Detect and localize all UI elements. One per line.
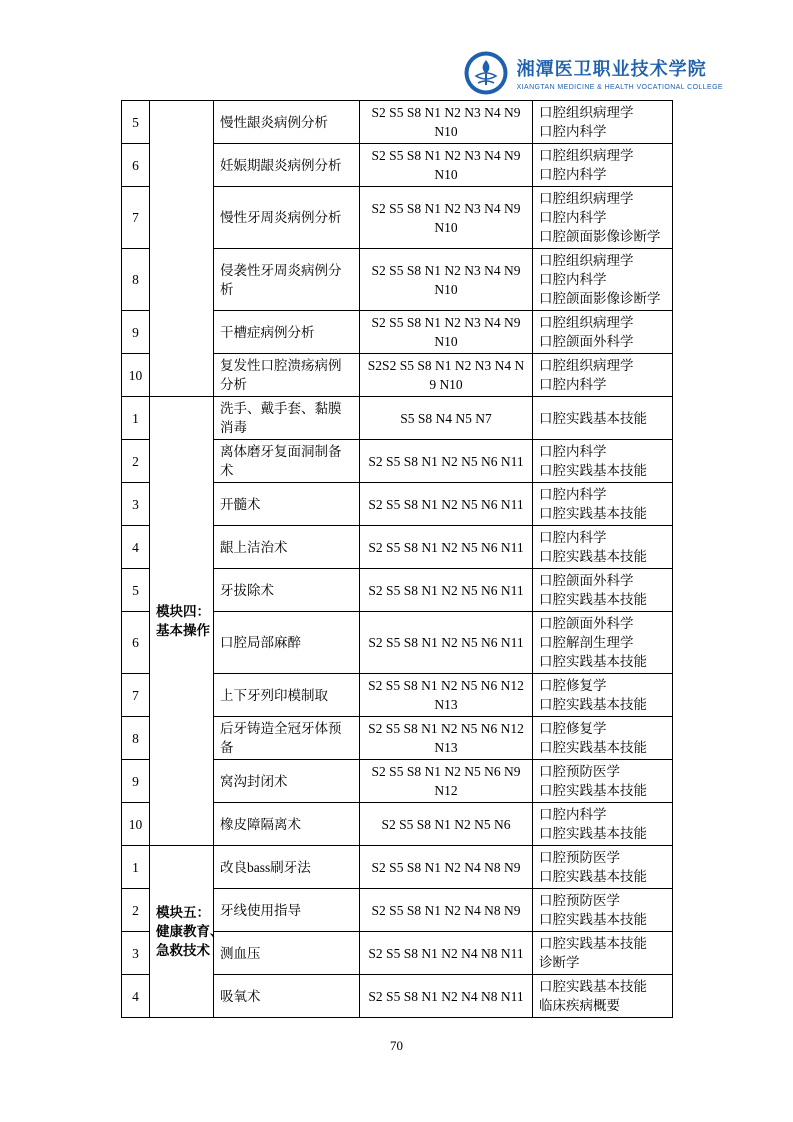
related-courses [533, 397, 673, 440]
course-line: 口腔预防医学 [539, 764, 620, 779]
related-courses [533, 932, 673, 975]
college-name-zh: 湘潭医卫职业技术学院 [516, 59, 707, 80]
related-courses [533, 526, 673, 569]
skill-name: 慢性龈炎病例分析 [214, 101, 360, 144]
related-courses [533, 846, 673, 889]
skill-name: 窝沟封闭术 [214, 760, 360, 803]
skill-name: 慢性牙周炎病例分析 [214, 187, 360, 249]
skill-name: 洗手、戴手套、黏膜消毒 [214, 397, 360, 440]
row-number: 6 [122, 144, 150, 187]
skill-name: 改良bass刷牙法 [214, 846, 360, 889]
course-line: 口腔颌面影像诊断学 [539, 229, 661, 244]
skill-name: 橡皮障隔离术 [214, 803, 360, 846]
row-number: 1 [122, 846, 150, 889]
related-courses [533, 311, 673, 354]
related-courses [533, 803, 673, 846]
row-number: 8 [122, 717, 150, 760]
course-line: 口腔内科学 [539, 377, 607, 392]
related-courses [533, 187, 673, 249]
related-courses [533, 483, 673, 526]
course-line: 口腔组织病理学 [539, 315, 634, 330]
college-logo-text [517, 55, 723, 91]
course-line: 口腔实践基本技能 [539, 654, 647, 669]
course-line: 口腔预防医学 [539, 893, 620, 908]
course-line: 口腔实践基本技能 [539, 869, 647, 884]
skill-name: 口腔局部麻醉 [214, 612, 360, 674]
row-number: 5 [122, 101, 150, 144]
course-line: 口腔内科学 [539, 807, 607, 822]
course-line: 口腔实践基本技能 [539, 740, 647, 755]
related-courses [533, 249, 673, 311]
related-courses [533, 144, 673, 187]
module-label [150, 397, 214, 846]
related-courses [533, 354, 673, 397]
row-number: 4 [122, 975, 150, 1018]
skill-name: 牙拔除术 [214, 569, 360, 612]
course-line: 口腔内科学 [539, 487, 607, 502]
row-number: 9 [122, 760, 150, 803]
competency-codes: S2 S5 S8 N1 N2 N5 N6 N12 N13 [360, 674, 533, 717]
college-logo [463, 50, 723, 96]
module-label [150, 101, 214, 397]
row-number: 7 [122, 674, 150, 717]
skill-name: 复发性口腔溃疡病例分析 [214, 354, 360, 397]
competency-codes: S2 S5 S8 N1 N2 N4 N8 N11 [360, 975, 533, 1018]
competency-codes: S2 S5 S8 N1 N2 N5 N6 [360, 803, 533, 846]
course-line: 口腔组织病理学 [539, 358, 634, 373]
related-courses [533, 760, 673, 803]
course-line: 口腔内科学 [539, 272, 607, 287]
course-line: 口腔内科学 [539, 530, 607, 545]
skill-name: 龈上洁治术 [214, 526, 360, 569]
course-line: 口腔组织病理学 [539, 105, 634, 120]
related-courses [533, 101, 673, 144]
competency-codes: S2 S5 S8 N1 N2 N3 N4 N9 N10 [360, 249, 533, 311]
skill-name: 测血压 [214, 932, 360, 975]
row-number: 10 [122, 354, 150, 397]
course-line: 口腔实践基本技能 [539, 506, 647, 521]
skill-name: 开髓术 [214, 483, 360, 526]
row-number: 8 [122, 249, 150, 311]
competency-codes: S2 S5 S8 N1 N2 N5 N6 N12 N13 [360, 717, 533, 760]
competency-codes: S5 S8 N4 N5 N7 [360, 397, 533, 440]
course-line: 口腔颌面外科学 [539, 616, 634, 631]
row-number: 3 [122, 932, 150, 975]
skill-name: 牙线使用指导 [214, 889, 360, 932]
row-number: 1 [122, 397, 150, 440]
row-number: 9 [122, 311, 150, 354]
related-courses [533, 612, 673, 674]
row-number: 7 [122, 187, 150, 249]
row-number: 4 [122, 526, 150, 569]
course-line: 口腔实践基本技能 [539, 463, 647, 478]
skill-name: 离体磨牙复面洞制备术 [214, 440, 360, 483]
competency-codes: S2 S5 S8 N1 N2 N5 N6 N11 [360, 483, 533, 526]
competency-codes: S2 S5 S8 N1 N2 N3 N4 N9 N10 [360, 101, 533, 144]
competency-codes: S2 S5 S8 N1 N2 N4 N8 N9 [360, 889, 533, 932]
module-label-line: 模块五： [156, 905, 210, 920]
related-courses [533, 440, 673, 483]
course-line: 口腔内科学 [539, 444, 607, 459]
competency-codes: S2 S5 S8 N1 N2 N3 N4 N9 N10 [360, 144, 533, 187]
college-name-en: XIANGTAN MEDICINE & HEALTH VOCATIONAL COLLEGE [516, 84, 723, 91]
table-row [122, 846, 673, 889]
course-line: 口腔实践基本技能 [539, 549, 647, 564]
college-emblem-icon [463, 50, 509, 96]
competency-codes: S2 S5 S8 N1 N2 N4 N8 N9 [360, 846, 533, 889]
course-line: 临床疾病概要 [539, 998, 620, 1013]
course-line: 口腔解剖生理学 [539, 635, 634, 650]
skill-name: 妊娠期龈炎病例分析 [214, 144, 360, 187]
related-courses [533, 674, 673, 717]
course-line: 口腔修复学 [539, 721, 607, 736]
module-label-line: 健康教育、 [156, 924, 224, 939]
course-line: 口腔实践基本技能 [539, 410, 647, 426]
related-courses [533, 889, 673, 932]
skill-name: 上下牙列印模制取 [214, 674, 360, 717]
course-line: 口腔实践基本技能 [539, 826, 647, 841]
competency-codes: S2 S5 S8 N1 N2 N3 N4 N9 N10 [360, 187, 533, 249]
course-line: 口腔内科学 [539, 167, 607, 182]
course-line: 口腔实践基本技能 [539, 592, 647, 607]
row-number: 2 [122, 889, 150, 932]
table-row [122, 101, 673, 144]
course-line: 口腔颌面外科学 [539, 334, 634, 349]
related-courses [533, 717, 673, 760]
skill-name: 吸氧术 [214, 975, 360, 1018]
competency-codes: S2 S5 S8 N1 N2 N5 N6 N11 [360, 440, 533, 483]
table-row [122, 397, 673, 440]
competency-codes: S2S2 S5 S8 N1 N2 N3 N4 N9 N10 [360, 354, 533, 397]
course-line: 口腔实践基本技能 [539, 783, 647, 798]
course-line: 口腔实践基本技能 [539, 979, 647, 994]
competency-codes: S2 S5 S8 N1 N2 N4 N8 N11 [360, 932, 533, 975]
page-number: 70 [390, 1038, 403, 1053]
course-line: 口腔修复学 [539, 678, 607, 693]
course-line: 口腔颌面影像诊断学 [539, 291, 661, 306]
course-line: 诊断学 [539, 955, 580, 970]
course-line: 口腔实践基本技能 [539, 697, 647, 712]
curriculum-table [121, 100, 673, 1018]
course-line: 口腔组织病理学 [539, 148, 634, 163]
competency-codes: S2 S5 S8 N1 N2 N5 N6 N11 [360, 612, 533, 674]
row-number: 2 [122, 440, 150, 483]
course-line: 口腔组织病理学 [539, 253, 634, 268]
skill-name: 侵袭性牙周炎病例分析 [214, 249, 360, 311]
row-number: 10 [122, 803, 150, 846]
competency-codes: S2 S5 S8 N1 N2 N5 N6 N11 [360, 569, 533, 612]
competency-codes: S2 S5 S8 N1 N2 N5 N6 N11 [360, 526, 533, 569]
related-courses [533, 569, 673, 612]
row-number: 6 [122, 612, 150, 674]
competency-codes: S2 S5 S8 N1 N2 N5 N6 N9 N12 [360, 760, 533, 803]
course-line: 口腔预防医学 [539, 850, 620, 865]
module-label-line: 模块四： [156, 604, 210, 619]
related-courses [533, 975, 673, 1018]
module-label-line: 急救技术 [156, 943, 210, 958]
skill-name: 干槽症病例分析 [214, 311, 360, 354]
course-line: 口腔实践基本技能 [539, 936, 647, 951]
course-line: 口腔颌面外科学 [539, 573, 634, 588]
row-number: 3 [122, 483, 150, 526]
course-line: 口腔实践基本技能 [539, 912, 647, 927]
course-line: 口腔组织病理学 [539, 191, 634, 206]
module-label-line: 基本操作 [156, 623, 210, 638]
course-line: 口腔内科学 [539, 210, 607, 225]
skill-name: 后牙铸造全冠牙体预备 [214, 717, 360, 760]
module-label [150, 846, 224, 1018]
course-line: 口腔内科学 [539, 124, 607, 139]
competency-codes: S2 S5 S8 N1 N2 N3 N4 N9 N10 [360, 311, 533, 354]
row-number: 5 [122, 569, 150, 612]
